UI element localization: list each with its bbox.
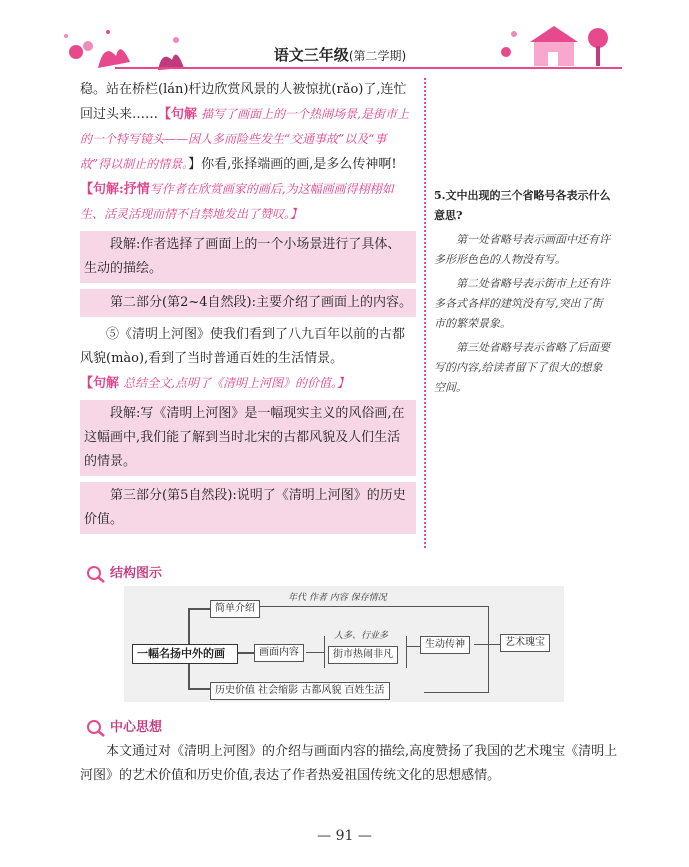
diagram-connector — [424, 692, 489, 693]
paragraph-analysis-box: 段解:作者选择了画面上的一个小场景进行了具体、生动的描绘。 — [80, 231, 416, 283]
column-divider — [424, 78, 426, 548]
diagram-root: 一幅名扬中外的画 — [132, 644, 238, 664]
diagram-content-sub-1: 人多、行业多 — [334, 631, 389, 641]
main-column — [80, 78, 416, 540]
diagram-branch-value: 历史价值 社会缩影 古都风貌 百姓生活 — [210, 682, 390, 700]
diagram-branch-intro: 简单介绍 — [210, 600, 260, 618]
diagram-branch-content: 画面内容 — [254, 644, 304, 662]
side-answer-1: 第一处省略号表示画面中还有许多形形色色的人物没有写。 — [434, 233, 610, 266]
structure-section-title: 结构图示 — [86, 562, 162, 583]
diagram-connector — [474, 644, 500, 645]
page-header — [40, 38, 640, 72]
magnifier-icon — [86, 565, 106, 583]
sentence-note-tag: 【句解 — [158, 107, 198, 122]
part-summary-box: 第三部分(第5自然段):说明了《清明上河图》的历史价值。 — [80, 482, 416, 534]
diagram-connector — [406, 646, 420, 647]
diagram-connector — [488, 606, 489, 692]
central-idea: 本文通过对《清明上河图》的介绍与画面内容的描绘,高度赞扬了我国的艺术瑰宝《清明上河图》的艺术价值和历史价值,表达了作者热爱祖国传统文化的思想感情。 — [80, 744, 618, 783]
paragraph-5-note — [80, 371, 416, 396]
sentence-note-tag: 【句解:抒情 — [80, 182, 150, 197]
part-summary-box: 第二部分(第2~4自然段):主要介绍了画面上的内容。 — [80, 289, 416, 317]
diagram-connector — [406, 636, 407, 668]
magnifier-icon — [86, 719, 106, 737]
paragraph-1: 稳。站在桥栏(lán)杆边欣赏风景的人被惊扰(rǎo)了,连忙回过头来……【句解 描写了画面上的一个热闹场景,是街市上的一个特写镜头——因人多而险些发生“交通事故”以及“事故”得以制止的情景。】你看,张择端画的画,是多么传神啊!【句解:抒情写作者在欣赏画家的画后,为这幅画画得栩栩如生、活灵活现而情不自禁地发出了赞叹。】 — [80, 82, 409, 221]
diagram-connector — [324, 636, 325, 668]
sentence-note: 写作者在欣赏画家的画后,为这幅画画得栩栩如生、活灵活现而情不自禁地发出了赞叹。】 — [80, 182, 394, 221]
diagram-connector — [236, 652, 254, 654]
diagram-final: 艺术瑰宝 — [500, 634, 550, 652]
structure-diagram — [124, 586, 564, 702]
side-column — [434, 186, 612, 402]
diagram-result: 生动传神 — [420, 636, 470, 654]
paragraph-analysis-box: 段解:写《清明上河图》是一幅现实主义的风俗画,在这幅画中,我们能了解到当时北宋的古都风貌及人们生活的情景。 — [80, 400, 416, 476]
diagram-connector — [188, 608, 210, 610]
sentence-note: 总结全文,点明了《清明上河图》的价值。】 — [123, 376, 349, 390]
sentence-note-tag: 【句解 — [80, 376, 120, 391]
side-question: 5.文中出现的三个省略号各表示什么意思? — [434, 189, 611, 222]
diagram-connector — [306, 652, 324, 653]
diagram-connector — [188, 688, 210, 690]
page-number: — 91 — — [317, 828, 372, 844]
diagram-connector — [258, 606, 488, 607]
side-answer-3: 第三处省略号表示省略了后面要写的内容,给读者留下了很大的想象空间。 — [434, 341, 610, 394]
sentence-note: 描写了画面上的一个热闹场景,是街市上的一个特写镜头——因人多而险些发生“交通事故”以及“事故”得以制止的情景。 — [80, 107, 409, 171]
header-subtitle: (第二学期) — [348, 49, 407, 63]
diagram-content-sub-2: 街市热闹非凡 — [328, 646, 398, 664]
header-rule — [115, 67, 565, 69]
diagram-intro-items: 年代 作者 内容 保存情况 — [288, 593, 387, 603]
paragraph-5: ⑤《清明上河图》使我们看到了八九百年以前的古都风貌(mào),看到了当时普通百姓的生活情景。 — [80, 327, 406, 366]
central-section-title: 中心思想 — [86, 716, 162, 737]
header-title: 语文三年级(第二学期) — [273, 46, 407, 64]
side-answer-2: 第二处省略号表示街市上还有许多各式各样的建筑没有写,突出了街市的繁荣景象。 — [434, 277, 610, 330]
